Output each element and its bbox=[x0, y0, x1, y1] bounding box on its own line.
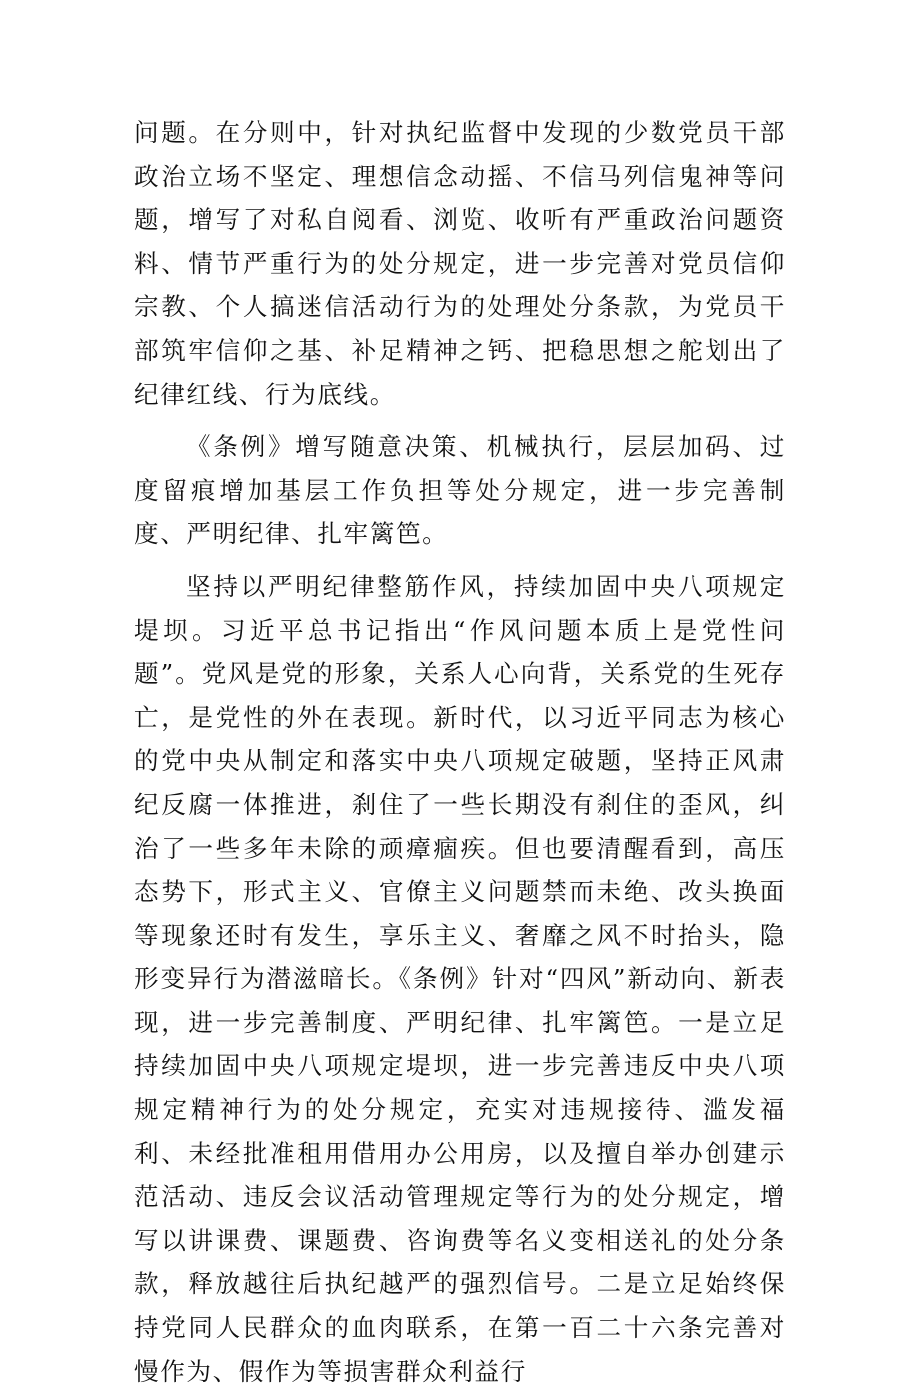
paragraph-gap bbox=[134, 556, 786, 565]
paragraph-1: 问题。在分则中，针对执纪监督中发现的少数党员干部政治立场不坚定、理想信念动摇、不信马列信鬼神等问题，增写了对私自阅看、浏览、收听有严重政治问题资料、情节严重行为的处分规定，进一步完善对党员信仰宗教、个人搞迷信活动行为的处理处分条款，为党员干部筑牢信仰之基、补足精神之钙、把稳思想之舵划出了纪律红线、行为底线。 bbox=[134, 118, 786, 409]
paragraph-3: 坚持以严明纪律整筋作风，持续加固中央八项规定堤坝。习近平总书记指出“作风问题本质上是党性问题”。党风是党的形象，关系人心向背，关系党的生死存亡，是党性的外在表现。新时代，以习近平同志为核心的党中央从制定和落实中央八项规定破题，坚持正风肃纪反腐一体推进，刹住了一些长期没有刹住的歪风，纠治了一些多年未除的顽瘴痼疾。但也要清醒看到，高压态势下，形式主义、官僚主义问题禁而未绝、改头换面等现象还时有发生，享乐主义、奢靡之风不时抬头，隐形变异行为潜滋暗长。《条例》针对“四风”新动向、新表现，进一步完善制度、严明纪律、扎牢篱笆。一是立足持续加固中央八项规定堤坝，进一步完善违反中央八项规定精神行为的处分规定，充实对违规接待、滥发福利、未经批准租用借用办公用房，以及擅自举办创建示范活动、违反会议活动管理规定等行为的处分规定，增写以讲课费、课题费、咨询费等名义变相送礼的处分条款，释放越往后执纪越严的强烈信号。二是立足始终保持党同人民群众的血肉联系，在第一百二十六条完善对慢作为、假作为等损害群众利益行 bbox=[134, 571, 786, 1386]
document-body bbox=[134, 111, 786, 1393]
paragraph-gap bbox=[134, 416, 786, 425]
paragraph-2: 《条例》增写随意决策、机械执行，层层加码、过度留痕增加基层工作负担等处分规定，进一步完善制度、严明纪律、扎牢篱笆。 bbox=[134, 432, 786, 549]
